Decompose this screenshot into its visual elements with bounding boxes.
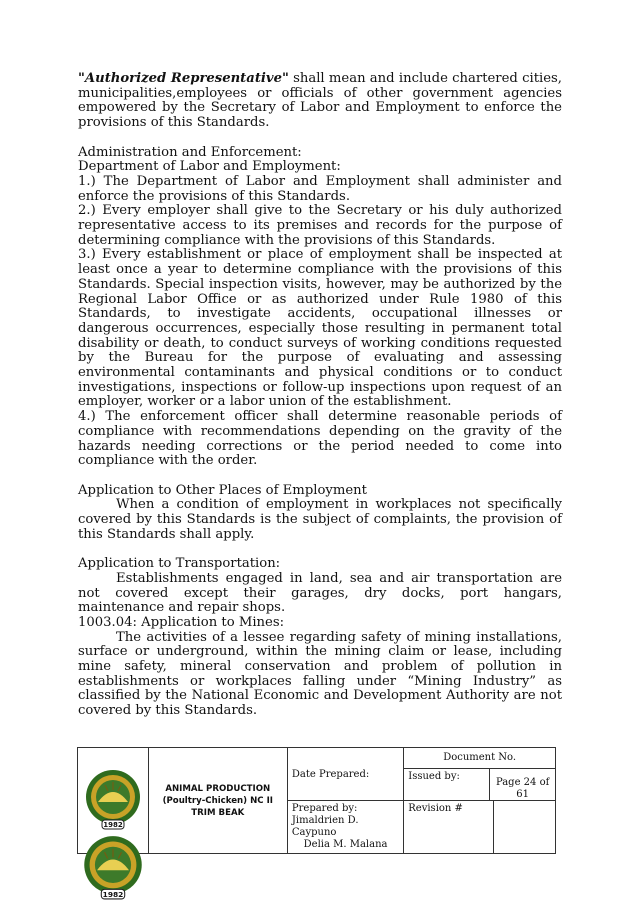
list-item-3: 3.) Every establishment or place of employment shall be inspected at least once a year to determine compliance with the provisions of this Standards. Special inspection visits, however, may be authorized by the Regional Labor Office or as authorized under Rule 1980 of this Standards, to investigate accidents, occupational illnesses or dangerous occurrences, especially those resulting in permanent total disability or death, to conduct surveys of working conditions requested by the Bureau for the purpose of evaluating and assessing environmental contaminants and physical conditions or to conduct investigations, inspections or follow-up inspections upon request of an employer, worker or a labor union of the establishment.	[78, 247, 562, 410]
mines-body: The activities of a lessee regarding safety of mining installations, surface or underground, within the mining claim or lease, including mine safety, mineral conservation and problem of pollution in establishments or workplaces falling under “Mining Industry” as classified by the National Economic and Development Authority are not covered by this Standards.	[78, 629, 562, 719]
transportation-heading: Application to Transportation:	[78, 556, 281, 572]
defined-term: "Authorized Representative"	[78, 71, 289, 86]
title-cell	[148, 748, 287, 854]
document-no-cell	[404, 748, 556, 801]
list-item-1: 1.) The Department of Labor and Employment shall administer and enforce the provisions of this Standards.	[78, 173, 562, 204]
date-prepared-cell	[287, 748, 403, 801]
list-item-2: 2.) Every employer shall give to the Secretary or his duly authorized representative access to its premises and records for the purpose of determining compliance with the provisions of this Standards.	[78, 203, 562, 248]
logo-year-text: 1982	[103, 821, 123, 829]
other-places-body: When a condition of employment in workplaces not specifically covered by this Standards is the subject of complaints, the provision of this Standards shall apply.	[78, 497, 562, 542]
revision-label: Revision #	[408, 803, 463, 814]
revision-value-cell	[493, 801, 555, 854]
document-no-label: Document No.	[404, 748, 555, 769]
date-prepared-label: Date Prepared:	[291, 768, 370, 780]
other-places-heading: Application to Other Places of Employment	[78, 482, 367, 498]
list-item-4: 4.) The enforcement officer shall determine reasonable periods of compliance with recommendations depending on the gravity of the hazards needing corrections or the period needed to come into compliance with the order.	[78, 409, 562, 469]
school-seal-logo	[82, 768, 144, 830]
body-text	[78, 72, 562, 719]
prepared-by-label: Prepared by:	[291, 803, 358, 814]
school-seal-logo-bottom	[80, 834, 146, 900]
title-line-1: ANIMAL PRODUCTION	[165, 783, 271, 794]
logo-year-text-bottom: 1982	[102, 889, 124, 899]
dole-heading: Department of Labor and Employment:	[78, 159, 341, 175]
preparer-name-2: Delia M. Malana	[303, 839, 388, 850]
revision-cell	[404, 801, 493, 854]
definition-paragraph: "Authorized Representative" shall mean and include chartered cities, municipalities,employees or officials of other government agencies empowered by the Secretary of Labor and Employment to enforce the provisions of this Standards.	[78, 71, 562, 131]
admin-heading: Administration and Enforcement:	[78, 144, 302, 160]
mines-heading: 1003.04: Application to Mines:	[78, 614, 285, 630]
title-line-2: (Poultry-Chicken) NC II	[162, 795, 273, 806]
preparer-name-1: Jimaldrien D. Caypuno	[291, 815, 359, 838]
prepared-by-cell	[287, 801, 403, 854]
transportation-body: Establishments engaged in land, sea and air transportation are not covered except their garages, dry docks, port hangars, maintenance and repair shops.	[78, 570, 562, 616]
title-line-3: TRIM BEAK	[191, 807, 245, 818]
issued-by-label: Issued by:	[404, 769, 490, 800]
footer-table	[77, 747, 556, 854]
page-number: Page 24 of 61	[495, 777, 550, 800]
